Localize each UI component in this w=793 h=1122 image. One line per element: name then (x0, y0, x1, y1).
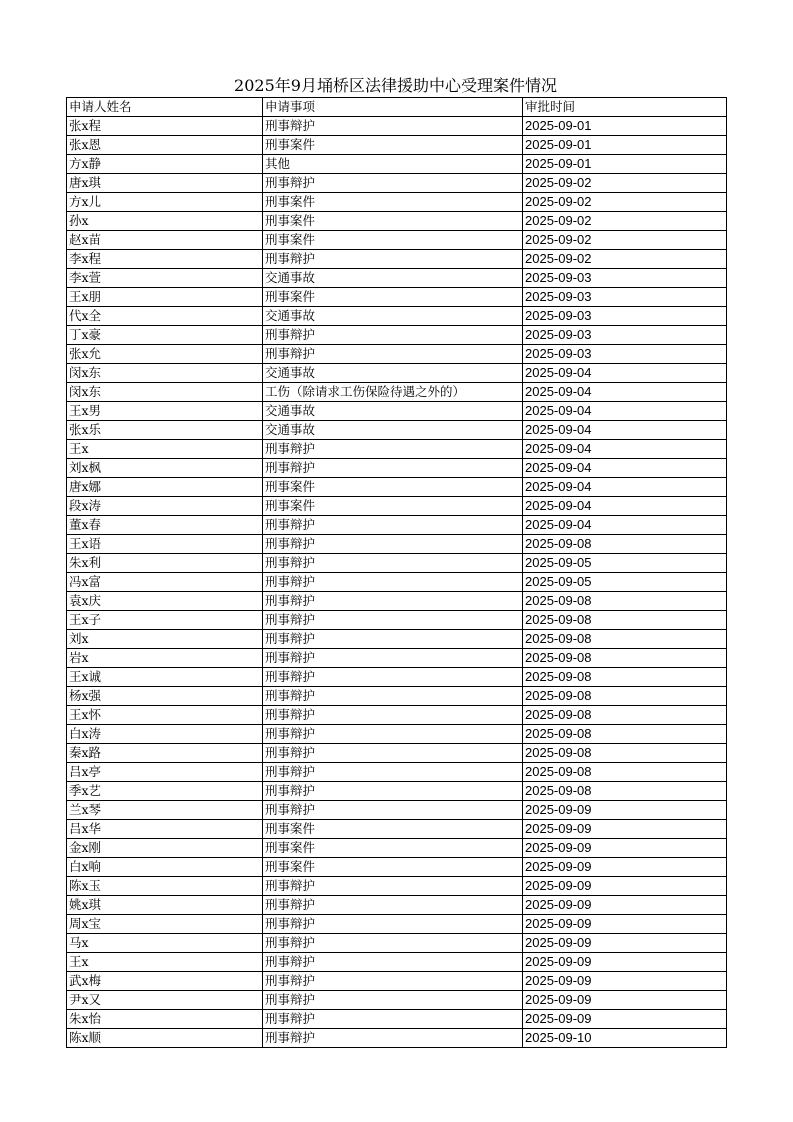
application-matter-cell: 刑事辩护 (263, 706, 523, 725)
applicant-name-cell: 王x朋 (67, 288, 263, 307)
application-matter-cell: 刑事辩护 (263, 117, 523, 136)
application-matter-cell: 交通事故 (263, 421, 523, 440)
approval-date-cell: 2025-09-03 (523, 288, 727, 307)
table-row (67, 782, 727, 801)
table-row (67, 535, 727, 554)
approval-date-cell: 2025-09-09 (523, 972, 727, 991)
application-matter-cell: 刑事案件 (263, 231, 523, 250)
applicant-name-cell: 王x (67, 953, 263, 972)
application-matter-cell: 刑事案件 (263, 839, 523, 858)
table-row (67, 915, 727, 934)
table-row (67, 573, 727, 592)
approval-date-cell: 2025-09-05 (523, 554, 727, 573)
applicant-name-cell: 段x涛 (67, 497, 263, 516)
applicant-name-cell: 尹x又 (67, 991, 263, 1010)
table-row (67, 744, 727, 763)
application-matter-cell: 刑事辩护 (263, 687, 523, 706)
table-row (67, 630, 727, 649)
applicant-name-cell: 季x艺 (67, 782, 263, 801)
application-matter-cell: 刑事辩护 (263, 174, 523, 193)
application-matter-cell: 刑事辩护 (263, 782, 523, 801)
table-row (67, 250, 727, 269)
applicant-name-cell: 秦x路 (67, 744, 263, 763)
application-matter-cell: 交通事故 (263, 269, 523, 288)
approval-date-cell: 2025-09-08 (523, 763, 727, 782)
applicant-name-cell: 白x涛 (67, 725, 263, 744)
applicant-name-cell: 孙x (67, 212, 263, 231)
table-row (67, 896, 727, 915)
table-row (67, 174, 727, 193)
approval-date-cell: 2025-09-08 (523, 611, 727, 630)
application-matter-cell: 刑事案件 (263, 136, 523, 155)
application-matter-cell: 刑事案件 (263, 212, 523, 231)
applicant-name-cell: 兰x琴 (67, 801, 263, 820)
table-row (67, 212, 727, 231)
applicant-name-cell: 刘x (67, 630, 263, 649)
applicant-name-cell: 杨x强 (67, 687, 263, 706)
table-row (67, 611, 727, 630)
approval-date-cell: 2025-09-05 (523, 573, 727, 592)
application-matter-cell: 刑事辩护 (263, 801, 523, 820)
application-matter-cell: 刑事辩护 (263, 1029, 523, 1048)
application-matter-cell: 刑事辩护 (263, 535, 523, 554)
applicant-name-cell: 朱x利 (67, 554, 263, 573)
approval-date-cell: 2025-09-04 (523, 516, 727, 535)
applicant-name-cell: 闵x东 (67, 383, 263, 402)
applicant-name-cell: 李x萱 (67, 269, 263, 288)
application-matter-cell: 刑事辩护 (263, 611, 523, 630)
table-row (67, 459, 727, 478)
application-matter-cell: 交通事故 (263, 364, 523, 383)
approval-date-cell: 2025-09-04 (523, 383, 727, 402)
approval-date-cell: 2025-09-01 (523, 155, 727, 174)
table-row (67, 269, 727, 288)
application-matter-cell: 刑事辩护 (263, 459, 523, 478)
table-row (67, 972, 727, 991)
approval-date-cell: 2025-09-02 (523, 250, 727, 269)
applicant-name-cell: 闵x东 (67, 364, 263, 383)
cases-table (66, 97, 727, 1048)
approval-date-cell: 2025-09-09 (523, 915, 727, 934)
approval-date-cell: 2025-09-03 (523, 307, 727, 326)
table-row (67, 649, 727, 668)
approval-date-cell: 2025-09-04 (523, 364, 727, 383)
approval-date-cell: 2025-09-08 (523, 535, 727, 554)
approval-date-cell: 2025-09-08 (523, 725, 727, 744)
applicant-name-cell: 刘x枫 (67, 459, 263, 478)
applicant-name-cell: 王x怀 (67, 706, 263, 725)
application-matter-cell: 刑事辩护 (263, 953, 523, 972)
applicant-name-cell: 武x梅 (67, 972, 263, 991)
table-row (67, 364, 727, 383)
approval-date-cell: 2025-09-04 (523, 459, 727, 478)
applicant-name-cell: 朱x怡 (67, 1010, 263, 1029)
approval-date-cell: 2025-09-09 (523, 934, 727, 953)
application-matter-cell: 刑事辩护 (263, 573, 523, 592)
approval-date-cell: 2025-09-08 (523, 592, 727, 611)
approval-date-cell: 2025-09-09 (523, 896, 727, 915)
approval-date-cell: 2025-09-04 (523, 440, 727, 459)
application-matter-cell: 刑事辩护 (263, 345, 523, 364)
applicant-name-cell: 王x诚 (67, 668, 263, 687)
applicant-name-cell: 张x允 (67, 345, 263, 364)
table-row (67, 516, 727, 535)
approval-date-cell: 2025-09-02 (523, 212, 727, 231)
approval-date-cell: 2025-09-03 (523, 269, 727, 288)
approval-date-cell: 2025-09-03 (523, 326, 727, 345)
application-matter-cell: 刑事辩护 (263, 744, 523, 763)
applicant-name-cell: 赵x苗 (67, 231, 263, 250)
applicant-name-cell: 金x刚 (67, 839, 263, 858)
applicant-name-cell: 王x男 (67, 402, 263, 421)
table-row (67, 1029, 727, 1048)
application-matter-cell: 刑事辩护 (263, 649, 523, 668)
table-row (67, 687, 727, 706)
application-matter-cell: 工伤（除请求工伤保险待遇之外的） (263, 383, 523, 402)
table-row (67, 345, 727, 364)
applicant-name-cell: 吕x亭 (67, 763, 263, 782)
table-row (67, 877, 727, 896)
application-matter-cell: 刑事辩护 (263, 326, 523, 345)
application-matter-cell: 刑事辩护 (263, 972, 523, 991)
application-matter-cell: 刑事辩护 (263, 1010, 523, 1029)
table-row (67, 839, 727, 858)
approval-date-cell: 2025-09-02 (523, 231, 727, 250)
applicant-name-cell: 冯x富 (67, 573, 263, 592)
approval-date-cell: 2025-09-09 (523, 991, 727, 1010)
application-matter-cell: 交通事故 (263, 402, 523, 421)
applicant-name-cell: 陈x顺 (67, 1029, 263, 1048)
application-matter-cell: 刑事辩护 (263, 877, 523, 896)
approval-date-cell: 2025-09-08 (523, 687, 727, 706)
table-row (67, 421, 727, 440)
applicant-name-cell: 丁x豪 (67, 326, 263, 345)
applicant-name-cell: 方x儿 (67, 193, 263, 212)
application-matter-cell: 刑事辩护 (263, 915, 523, 934)
approval-date-cell: 2025-09-03 (523, 345, 727, 364)
table-row (67, 1010, 727, 1029)
applicant-name-cell: 王x语 (67, 535, 263, 554)
table-row (67, 592, 727, 611)
approval-date-cell: 2025-09-08 (523, 649, 727, 668)
approval-date-cell: 2025-09-01 (523, 117, 727, 136)
application-matter-cell: 刑事辩护 (263, 668, 523, 687)
header-approval-date: 审批时间 (523, 98, 727, 117)
table-row (67, 288, 727, 307)
application-matter-cell: 交通事故 (263, 307, 523, 326)
table-row (67, 231, 727, 250)
application-matter-cell: 刑事辩护 (263, 763, 523, 782)
applicant-name-cell: 岩x (67, 649, 263, 668)
table-row (67, 858, 727, 877)
header-applicant-name: 申请人姓名 (67, 98, 263, 117)
table-row (67, 934, 727, 953)
approval-date-cell: 2025-09-09 (523, 877, 727, 896)
table-row (67, 117, 727, 136)
approval-date-cell: 2025-09-09 (523, 820, 727, 839)
page-title: 2025年9月埇桥区法律援助中心受理案件情况 (234, 76, 557, 95)
application-matter-cell: 刑事辩护 (263, 896, 523, 915)
applicant-name-cell: 姚x琪 (67, 896, 263, 915)
application-matter-cell: 刑事辩护 (263, 630, 523, 649)
table-row (67, 440, 727, 459)
table-row (67, 402, 727, 421)
application-matter-cell: 刑事辩护 (263, 592, 523, 611)
approval-date-cell: 2025-09-08 (523, 668, 727, 687)
application-matter-cell: 刑事案件 (263, 497, 523, 516)
application-matter-cell: 刑事辩护 (263, 554, 523, 573)
table-row (67, 820, 727, 839)
table-row (67, 953, 727, 972)
applicant-name-cell: 周x宝 (67, 915, 263, 934)
table-row (67, 136, 727, 155)
table-row (67, 193, 727, 212)
approval-date-cell: 2025-09-01 (523, 136, 727, 155)
application-matter-cell: 刑事辩护 (263, 934, 523, 953)
table-row (67, 478, 727, 497)
application-matter-cell: 刑事辩护 (263, 250, 523, 269)
table-row (67, 668, 727, 687)
application-matter-cell: 刑事案件 (263, 858, 523, 877)
approval-date-cell: 2025-09-04 (523, 402, 727, 421)
approval-date-cell: 2025-09-04 (523, 421, 727, 440)
applicant-name-cell: 王x子 (67, 611, 263, 630)
application-matter-cell: 刑事案件 (263, 478, 523, 497)
application-matter-cell: 刑事辩护 (263, 516, 523, 535)
application-matter-cell: 刑事辩护 (263, 725, 523, 744)
application-matter-cell: 刑事案件 (263, 193, 523, 212)
header-row (67, 98, 727, 117)
approval-date-cell: 2025-09-02 (523, 174, 727, 193)
table-row (67, 497, 727, 516)
approval-date-cell: 2025-09-04 (523, 478, 727, 497)
applicant-name-cell: 代x全 (67, 307, 263, 326)
applicant-name-cell: 白x响 (67, 858, 263, 877)
applicant-name-cell: 董x春 (67, 516, 263, 535)
application-matter-cell: 刑事辩护 (263, 991, 523, 1010)
applicant-name-cell: 吕x华 (67, 820, 263, 839)
approval-date-cell: 2025-09-08 (523, 744, 727, 763)
table-row (67, 763, 727, 782)
applicant-name-cell: 马x (67, 934, 263, 953)
applicant-name-cell: 李x程 (67, 250, 263, 269)
table-row (67, 554, 727, 573)
application-matter-cell: 刑事案件 (263, 820, 523, 839)
table-row (67, 725, 727, 744)
approval-date-cell: 2025-09-08 (523, 706, 727, 725)
table-body (67, 117, 727, 1048)
applicant-name-cell: 张x程 (67, 117, 263, 136)
table-row (67, 991, 727, 1010)
approval-date-cell: 2025-09-08 (523, 630, 727, 649)
application-matter-cell: 刑事案件 (263, 288, 523, 307)
table-row (67, 706, 727, 725)
table-row (67, 801, 727, 820)
approval-date-cell: 2025-09-10 (523, 1029, 727, 1048)
approval-date-cell: 2025-09-09 (523, 953, 727, 972)
applicant-name-cell: 唐x琪 (67, 174, 263, 193)
table-row (67, 155, 727, 174)
header-application-matter: 申请事项 (263, 98, 523, 117)
applicant-name-cell: 张x恩 (67, 136, 263, 155)
applicant-name-cell: 陈x玉 (67, 877, 263, 896)
approval-date-cell: 2025-09-09 (523, 801, 727, 820)
applicant-name-cell: 张x乐 (67, 421, 263, 440)
approval-date-cell: 2025-09-09 (523, 839, 727, 858)
table-row (67, 307, 727, 326)
applicant-name-cell: 唐x娜 (67, 478, 263, 497)
applicant-name-cell: 方x静 (67, 155, 263, 174)
approval-date-cell: 2025-09-09 (523, 858, 727, 877)
table-row (67, 326, 727, 345)
table-row (67, 383, 727, 402)
application-matter-cell: 刑事辩护 (263, 440, 523, 459)
approval-date-cell: 2025-09-02 (523, 193, 727, 212)
approval-date-cell: 2025-09-04 (523, 497, 727, 516)
applicant-name-cell: 袁x庆 (67, 592, 263, 611)
approval-date-cell: 2025-09-08 (523, 782, 727, 801)
application-matter-cell: 其他 (263, 155, 523, 174)
approval-date-cell: 2025-09-09 (523, 1010, 727, 1029)
applicant-name-cell: 王x (67, 440, 263, 459)
